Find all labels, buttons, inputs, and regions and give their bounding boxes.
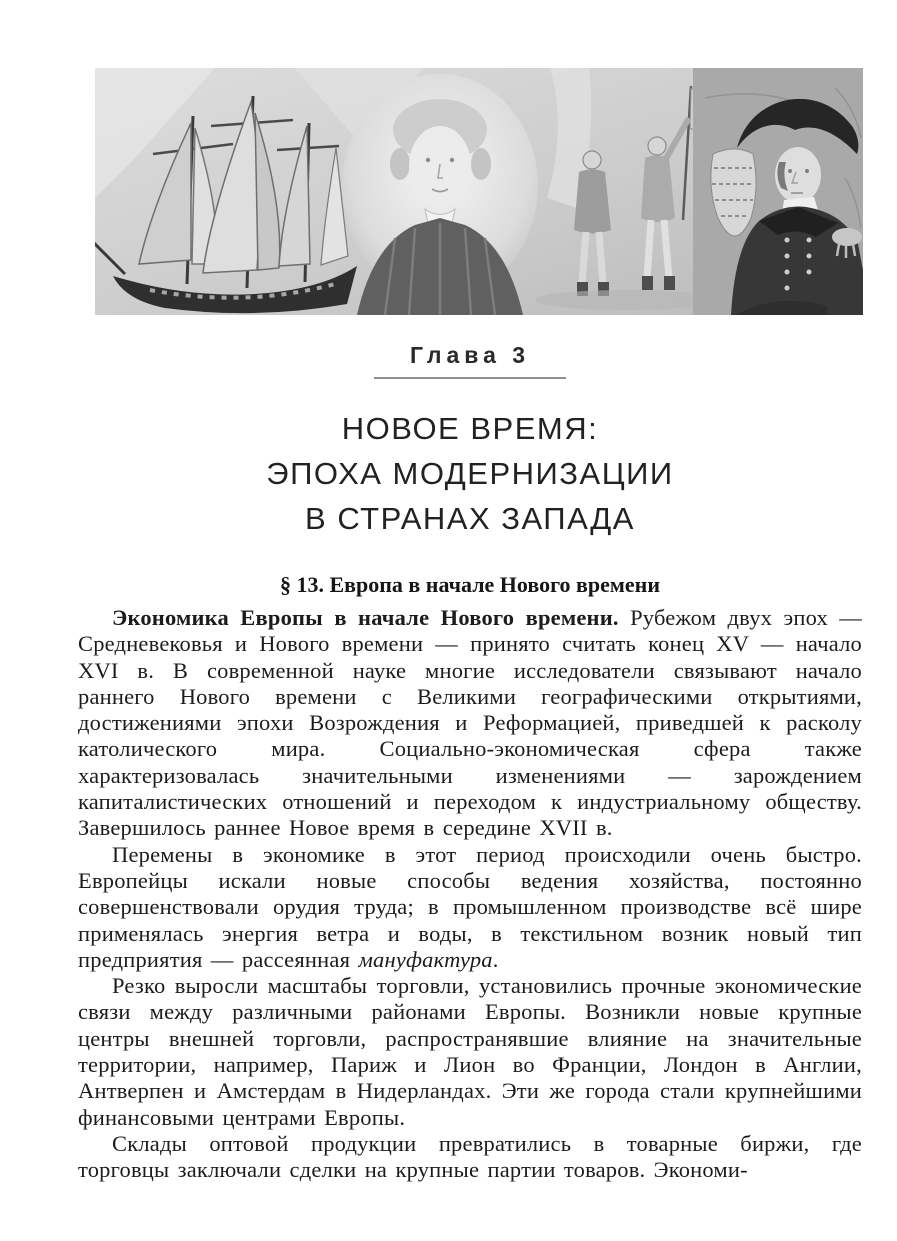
chapter-header-image: [95, 68, 863, 315]
section-heading: § 13. Европа в начале Нового времени: [279, 572, 661, 597]
paragraph-trade-text: Резко выросли масштабы торговли, установились прочные экономические связи между различными районами Европы. Возникли новые крупные центры внешней торговли, распространявшие влияние на значительные территории, например, Париж и Лион во Франции, Лондон в Англии, Антверпен и Амстердам в Нидерландах. Эти же города стали крупнейшими финансовыми центрами Европы.: [78, 973, 862, 1130]
portrait-illustration: [342, 74, 538, 315]
manufaktura-italic-term: мануфактура: [358, 946, 493, 972]
paragraph-changes-text: Перемены в экономике в этот период происходили очень быстро. Европейцы искали новые способы ведения хозяйства, постоянно совершенствовали орудия труда; в промышленном производстве всё шире применялась энергия ветра и воды, в текстильном возник новый тип предприятия — рассеянная: [78, 841, 862, 972]
page-content: [78, 315, 862, 1184]
collage-illustration: [95, 68, 863, 315]
body-text: [78, 605, 862, 1184]
chapter-title-line-2: ЭПОХА МОДЕРНИЗАЦИИ: [266, 456, 674, 491]
paragraph-economy-text: Рубежом двух эпох — Средневековья и Нового времени — принято считать конец XV — начало XVI в. В современной науке многие исследователи связывают начало раннего Нового времени с Великими географическими открытиями, достижениями эпохи Возрождения и Реформацией, приведшей к расколу католического мира. Социально-экономическая сфера также характеризовалась значительными изменениями — зарождением капиталистических отношений и переходом к индустриальному обществу. Завершилось раннее Новое время в середине XVII в.: [78, 605, 862, 841]
chapter-title-line-3: В СТРАНАХ ЗАПАДА: [305, 501, 635, 536]
paragraph-changes: [78, 842, 862, 973]
paragraph-trade: [78, 973, 862, 1131]
chapter-label: Глава 3: [409, 342, 531, 368]
paragraph-exchanges-text: Склады оптовой продукции превратились в товарные биржи, где торговцы заключали сделки на крупные партии товаров. Экономи-: [78, 1130, 862, 1183]
napoleon-illustration: [693, 68, 863, 315]
chapter-title-line-1: НОВОЕ ВРЕМЯ:: [341, 411, 599, 446]
paragraph-lead-bold: Экономика Европы в начале Нового времени.: [112, 605, 619, 630]
chapter-rule: [374, 377, 566, 379]
paragraph-economy: [78, 605, 862, 842]
chapter-title: [78, 406, 862, 541]
paragraph-changes-tail: .: [492, 946, 499, 972]
paragraph-exchanges: [78, 1131, 862, 1184]
